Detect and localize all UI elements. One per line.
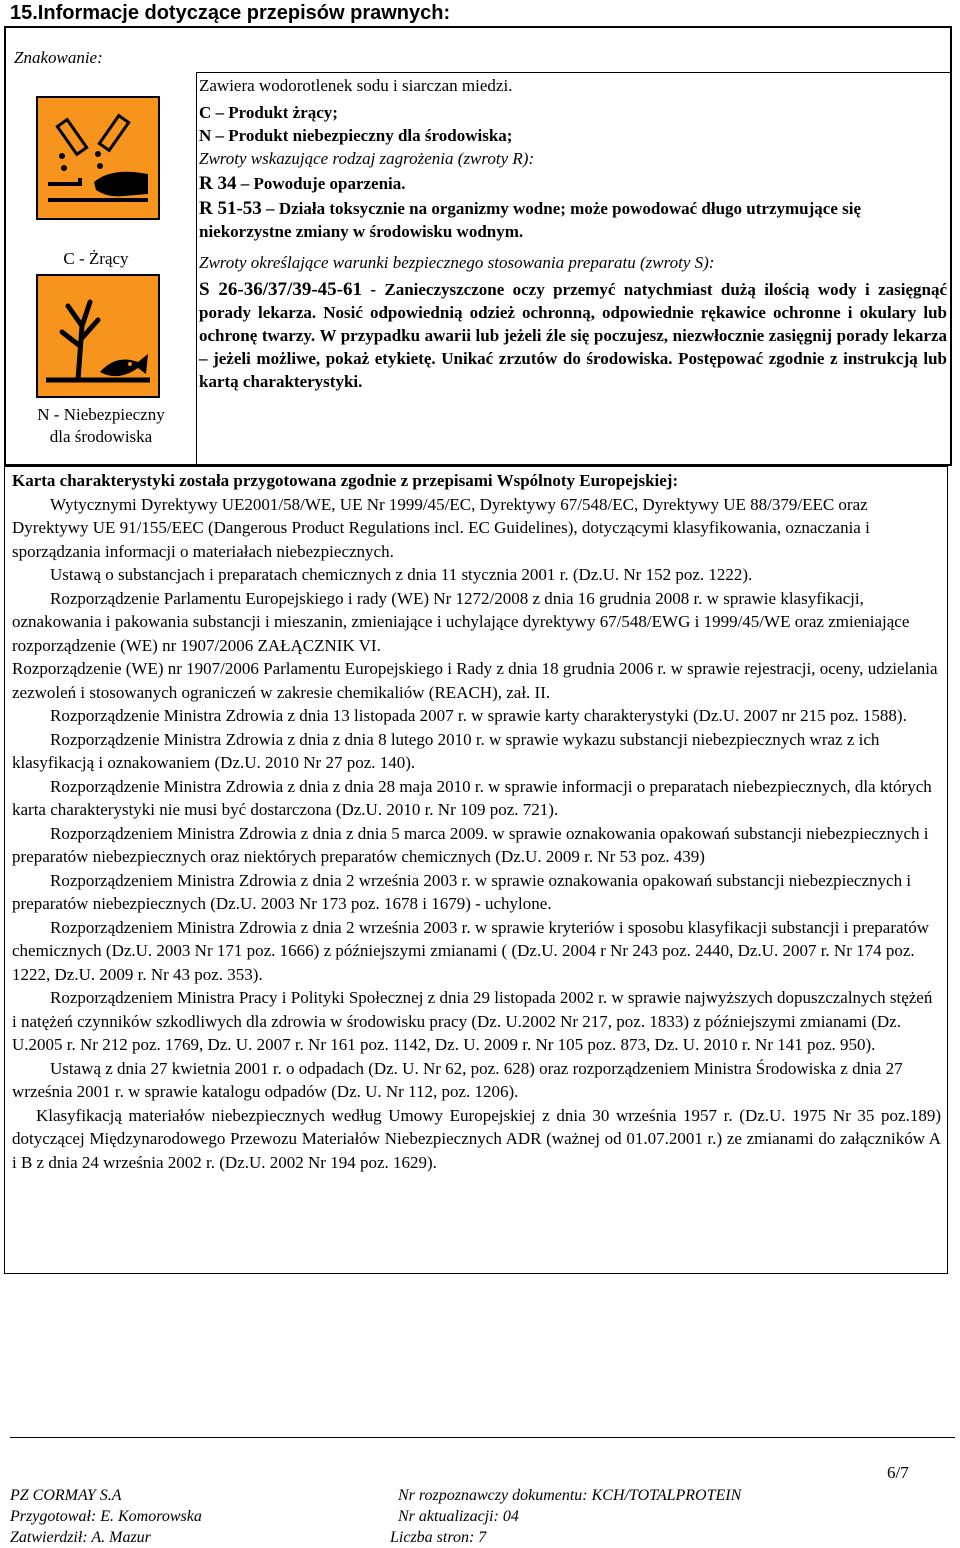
regulation-paragraph: Rozporządzenie Parlamentu Europejskiego i rady (WE) Nr 1272/2008 z dnia 16 grudnia 2008 r. w sprawie klasyfikacji, oznakowania i pakowania substancji i mieszanin, zmieniające i uchylające dyrektywy 67/548/EWG i 1999/45/WE oraz zmieniające rozporządzenie (WE) nr 1907/2006 ZAŁĄCZNIK VI. xyxy=(12,588,910,655)
regulation-paragraph: Rozporządzenie Ministra Zdrowia z dnia z dnia 8 lutego 2010 r. w sprawie wykazu substancji niebezpiecznych wraz z ich klasyfikacją i oznakowaniem (Dz.U. 2010 Nr 27 poz. 140). xyxy=(12,729,880,772)
regulation-paragraph: Rozporządzenie Ministra Zdrowia z dnia z dnia 28 maja 2010 r. w sprawie informacji o preparatach niebezpiecznych, dla których karta charakterystyki nie musi być dostarczona (Dz.U. 2010 r. Nr 109 poz. 721). xyxy=(12,776,932,819)
footer-approved: Zatwierdził: A. Mazur xyxy=(10,1529,151,1546)
s-phrase: S 26-36/37/39-45-61 - Zanieczyszczone oczy przemyć natychmiast dużą ilością wody i zasięgnąć porady lekarza. Nosić odpowiednią odzież ochronną, odpowiednie rękawice ochronne i okulary lub ochronę twarzy. W przypadku awarii lub jeżeli źle się poczujesz, niezwłocznie zasięgnij porady lekarza – jeżeli możliwe, pokaż etykietę. Unikać zrzutów do środowiska. Postępować zgodnie z instrukcją lub kartą charakterystyki. xyxy=(199,279,948,391)
labeling-box xyxy=(4,26,952,466)
divider xyxy=(196,72,197,464)
corrosive-label: C - Żrący xyxy=(63,249,129,268)
regulations-heading: Karta charakterystyki została przygotowana zgodnie z przepisami Wspólnoty Europejskiej: xyxy=(12,471,679,490)
footer-company: PZ CORMAY S.A xyxy=(10,1487,122,1504)
environment-label: N - Niebezpieczny dla środowiska xyxy=(37,405,165,446)
footer-prepared: Przygotował: E. Komorowska xyxy=(10,1508,202,1525)
corrosive-pictogram-icon xyxy=(36,96,160,220)
footer-divider xyxy=(10,1437,955,1438)
regulation-paragraph: Rozporządzeniem Ministra Zdrowia z dnia 2 września 2003 r. w sprawie kryteriów i sposobu klasyfikacji substancji i preparatów chemicznych (Dz.U. 2003 Nr 171 poz. 1666) z późniejszymi zmianami ( (Dz.U. 2004 r Nr 243 poz. 2440, Dz.U. 2007 r. Nr 174 poz. 1222, Dz.U. 2009 r. Nr 43 poz. 353). xyxy=(12,917,930,984)
class-n: N – Produkt niebezpieczny dla środowiska; xyxy=(199,126,513,145)
regulation-paragraph: Ustawą o substancjach i preparatach chemicznych z dnia 11 stycznia 2001 r. (Dz.U. Nr 152 poz. 1222). xyxy=(50,565,753,584)
section-title: 15.Informacje dotyczące przepisów prawnych: xyxy=(10,2,451,24)
r-phrases-heading: Zwroty wskazujące rodzaj zagrożenia (zwroty R): xyxy=(199,149,535,168)
regulation-paragraph: Rozporządzeniem Ministra Zdrowia z dnia 2 września 2003 r. w sprawie oznakowania opakowań substancji niebezpiecznych i preparatów niebezpiecznych (Dz.U. 2003 Nr 173 poz. 1678 i 1679) - uchylone. xyxy=(12,870,912,913)
contains-text: Zawiera wodorotlenek sodu i siarczan miedzi. xyxy=(199,76,513,95)
regulation-paragraph: Ustawą z dnia 27 kwietnia 2001 r. o odpadach (Dz. U. Nr 62, poz. 628) oraz rozporządzeniem Ministra Środowiska z dnia 27 września 2001 r. w sprawie katalogu odpadów (Dz. U. Nr 112, poz. 1206). xyxy=(12,1058,903,1101)
page-number: 6/7 xyxy=(887,1463,909,1482)
hazard-content xyxy=(199,74,947,393)
footer-doc-id: Nr rozpoznawczy dokumentu: KCH/TOTALPROTEIN xyxy=(398,1487,742,1504)
regulation-paragraph: Rozporządzenie (WE) nr 1907/2006 Parlamentu Europejskiego i Rady z dnia 18 grudnia 2006 r. w sprawie rejestracji, oceny, udzielania zezwoleń i stosowanych ograniczeń w zakresie chemikaliów (REACH), zał. II. xyxy=(12,659,938,702)
footer-pages: Liczba stron: 7 xyxy=(390,1529,487,1546)
regulation-paragraph: Rozporządzenie Ministra Zdrowia z dnia 13 listopada 2007 r. w sprawie karty charakterystyki (Dz.U. 2007 nr 215 poz. 1588). xyxy=(50,706,907,725)
environment-hazard-pictogram-icon xyxy=(36,274,160,398)
regulation-paragraph: Wytycznymi Dyrektywy UE2001/58/WE, UE Nr 1999/45/EC, Dyrektywy 67/548/EC, Dyrektywy UE 88/379/EEC oraz Dyrektywy UE 91/155/EEC (Dangerous Product Regulations incl. EC Guidelines), dotyczącymi klasyfikowania, oznaczania i sporządzania informacji o materiałach niebezpiecznych. xyxy=(12,494,870,561)
regulation-paragraph: Klasyfikacją materiałów niebezpiecznych według Umowy Europejskiej z dnia 30 września 1957 r. (Dz.U. 1975 Nr 35 poz.189) dotyczącej Międzynarodowego Przewozu Materiałów Niebezpiecznych ADR (ważnej od 01.07.2001 r.) ze zmianami do załączników A i B z dnia 24 września 2002 r. (Dz.U. 2002 Nr 194 poz. 1629). xyxy=(12,1105,941,1172)
footer-revision: Nr aktualizacji: 04 xyxy=(398,1508,519,1525)
regulation-paragraph: Rozporządzeniem Ministra Zdrowia z dnia z dnia 5 marca 2009. w sprawie oznakowania opakowań substancji niebezpiecznych i preparatów niebezpiecznych oraz niektórych preparatów chemicznych (Dz.U. 2009 r. Nr 53 poz. 439) xyxy=(12,823,929,866)
regulation-paragraph: Rozporządzeniem Ministra Pracy i Polityki Społecznej z dnia 29 listopada 2002 r. w sprawie najwyższych dopuszczalnych stężeń i natężeń czynników szkodliwych dla zdrowia w środowisku pracy (Dz. U.2002 Nr 217, poz. 1833) z późniejszymi zmianami (Dz. U.2005 r. Nr 212 poz. 1769, Dz. U. 2007 r. Nr 161 poz. 1142, Dz. U. 2009 r. Nr 105 poz. 873, Dz. U. 2010 r. Nr 141 poz. 950). xyxy=(12,988,933,1054)
s-phrases-heading: Zwroty określające warunki bezpiecznego stosowania preparatu (zwroty S): xyxy=(199,253,715,272)
labeling-label: Znakowanie: xyxy=(14,48,103,67)
divider xyxy=(196,72,950,73)
r34-phrase: R 34 – Powoduje oparzenia. xyxy=(199,173,406,194)
r5153-phrase: R 51-53 – Działa toksycznie na organizmy wodne; może powodować długo utrzymujące się niekorzystne zmiany w środowisku wodnym. xyxy=(199,198,862,241)
class-c: C – Produkt żrący; xyxy=(199,103,338,122)
regulations-box xyxy=(4,466,948,1274)
